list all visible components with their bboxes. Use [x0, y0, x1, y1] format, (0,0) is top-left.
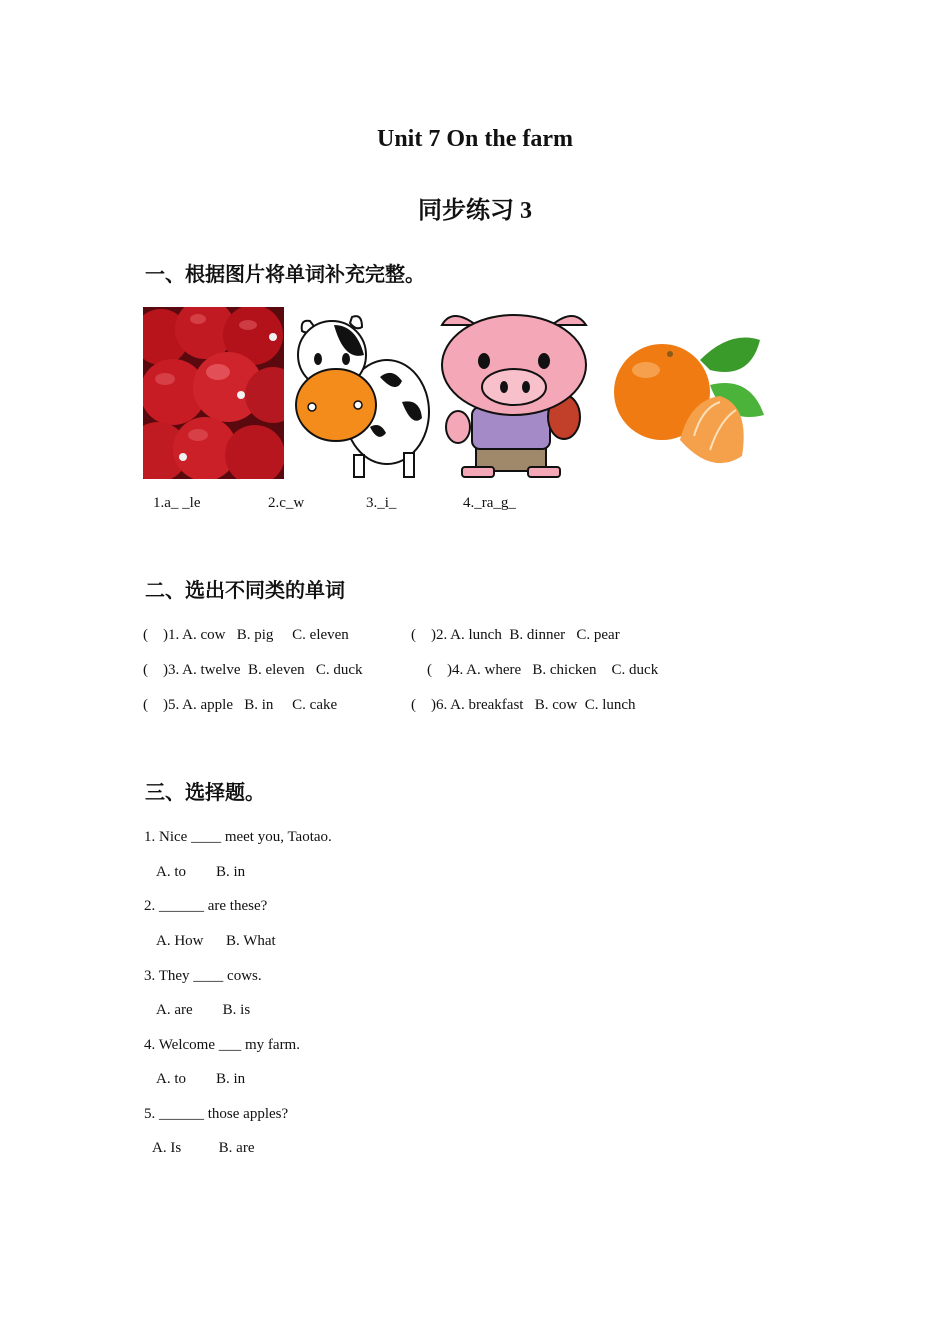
apples-picture	[143, 307, 284, 479]
choice-options-3: A. are B. is	[156, 1002, 251, 1018]
odd-one-out-q4: ( )4. A. where B. chicken C. duck	[427, 662, 659, 678]
odd-one-out-q2: ( )2. A. lunch B. dinner C. pear	[411, 627, 620, 643]
pig-picture	[436, 307, 592, 479]
section-1-heading: 一、根据图片将单词补充完整。	[145, 262, 425, 286]
orange-picture	[610, 330, 770, 475]
choice-question-4: 4. Welcome ___ my farm.	[144, 1037, 300, 1053]
page-subtitle: 同步练习 3	[418, 198, 532, 224]
section-3-heading: 三、选择题。	[145, 780, 265, 804]
cow-picture	[292, 307, 432, 479]
choice-question-5: 5. ______ those apples?	[144, 1106, 289, 1122]
picture-caption-3: 3._i_	[366, 495, 397, 511]
picture-caption-2: 2.c_w	[268, 495, 305, 511]
picture-caption-4: 4._ra_g_	[463, 495, 516, 511]
choice-options-2: A. How B. What	[156, 933, 276, 949]
odd-one-out-q3: ( )3. A. twelve B. eleven C. duck	[143, 662, 363, 678]
section-2-heading: 二、选出不同类的单词	[145, 578, 345, 602]
choice-question-2: 2. ______ are these?	[144, 898, 268, 914]
picture-caption-1: 1.a_ _le	[153, 495, 201, 511]
page-title: Unit 7 On the farm	[377, 126, 573, 152]
choice-options-1: A. to B. in	[156, 864, 246, 880]
odd-one-out-q1: ( )1. A. cow B. pig C. eleven	[143, 627, 349, 643]
choice-options-4: A. to B. in	[156, 1071, 246, 1087]
choice-question-3: 3. They ____ cows.	[144, 968, 262, 984]
odd-one-out-q5: ( )5. A. apple B. in C. cake	[143, 697, 338, 713]
choice-options-5: A. Is B. are	[152, 1140, 255, 1156]
choice-question-1: 1. Nice ____ meet you, Taotao.	[144, 829, 332, 845]
odd-one-out-q6: ( )6. A. breakfast B. cow C. lunch	[411, 697, 636, 713]
